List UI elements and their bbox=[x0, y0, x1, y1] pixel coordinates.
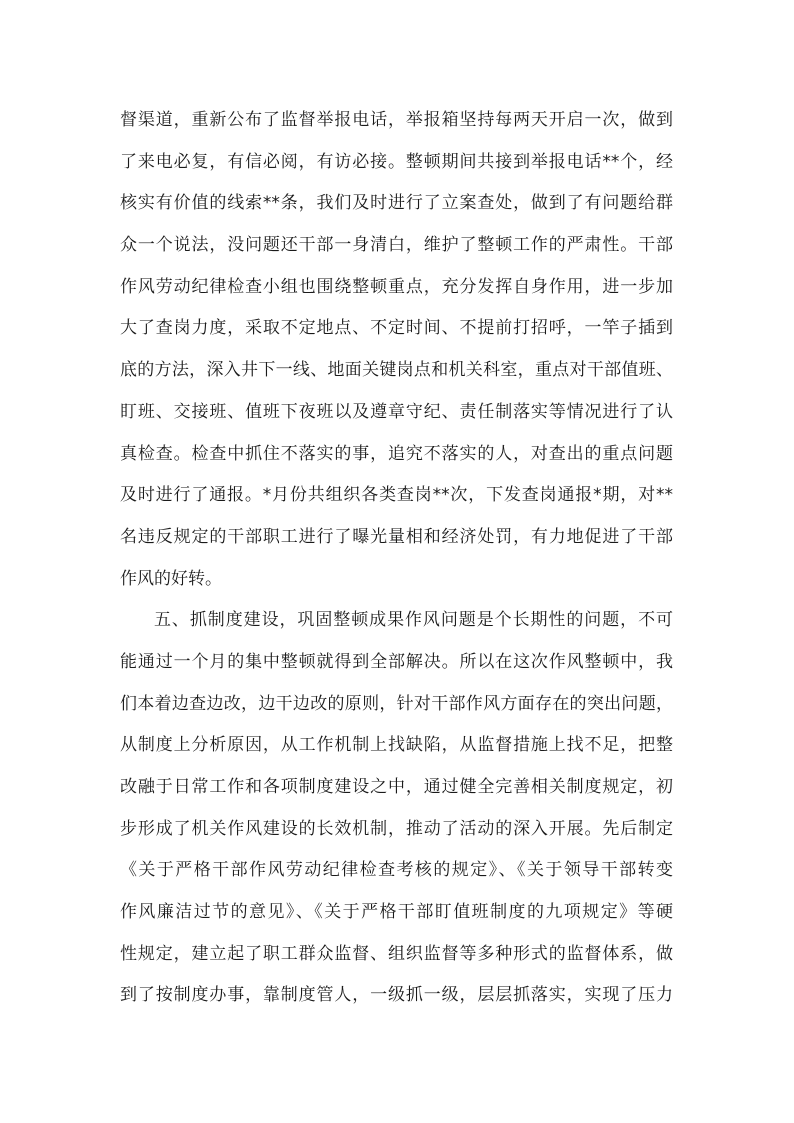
text-line: 五、抓制度建设，巩固整顿成果作风问题是个长期性的问题，不可 bbox=[154, 610, 673, 631]
document-body bbox=[120, 100, 680, 1017]
text-line: 能通过一个月的集中整顿就得到全部解决。所以在这次作风整顿中，我 bbox=[120, 651, 673, 672]
text-line: 及时进行了通报。*月份共组织各类查岗**次，下发查岗通报*期，对** bbox=[120, 485, 673, 506]
text-line: 众一个说法，没问题还干部一身清白，维护了整顿工作的严肃性。干部 bbox=[120, 235, 673, 256]
text-line: 作风的好转。 bbox=[120, 568, 222, 589]
text-line: 大了查岗力度，采取不定地点、不定时间、不提前打招呼，一竿子插到 bbox=[120, 318, 673, 339]
text-line: 盯班、交接班、值班下夜班以及遵章守纪、责任制落实等情况进行了认 bbox=[120, 401, 673, 422]
text-line: 从制度上分析原因，从工作机制上找缺陷，从监督措施上找不足，把整 bbox=[120, 735, 673, 756]
text-line: 底的方法，深入井下一线、地面关键岗点和机关科室，重点对干部值班、 bbox=[120, 360, 673, 381]
text-line: 名违反规定的干部职工进行了曝光量相和经济处罚，有力地促进了干部 bbox=[120, 526, 673, 547]
text-line: 《关于严格干部作风劳动纪律检查考核的规定》、《关于领导干部转变 bbox=[120, 860, 673, 881]
text-line: 真检查。检查中抓住不落实的事，追究不落实的人，对查出的重点问题 bbox=[120, 443, 673, 464]
text-line: 改融于日常工作和各项制度建设之中，通过健全完善相关制度规定，初 bbox=[120, 777, 673, 797]
text-line: 到了按制度办事，靠制度管人，一级抓一级，层层抓落实，实现了压力 bbox=[120, 985, 673, 1006]
paragraph-1 bbox=[120, 100, 680, 600]
paragraph-2 bbox=[120, 600, 680, 1017]
text-line: 了来电必复，有信必阅，有访必接。整顿期间共接到举报电话**个，经 bbox=[120, 151, 673, 172]
text-line: 作风廉洁过节的意见》、《关于严格干部盯值班制度的九项规定》等硬 bbox=[120, 902, 673, 923]
text-line: 们本着边查边改，边干边改的原则，针对干部作风方面存在的突出问题， bbox=[120, 693, 673, 714]
text-line: 核实有价值的线索**条，我们及时进行了立案查处，做到了有问题给群 bbox=[120, 193, 673, 214]
text-line: 步形成了机关作风建设的长效机制，推动了活动的深入开展。先后制定 bbox=[120, 818, 673, 839]
text-line: 作风劳动纪律检查小组也围绕整顿重点，充分发挥自身作用，进一步加 bbox=[120, 276, 673, 297]
text-line: 督渠道，重新公布了监督举报电话，举报箱坚持每两天开启一次，做到 bbox=[120, 110, 673, 130]
text-line: 性规定，建立起了职工群众监督、组织监督等多种形式的监督体系，做 bbox=[120, 943, 673, 964]
